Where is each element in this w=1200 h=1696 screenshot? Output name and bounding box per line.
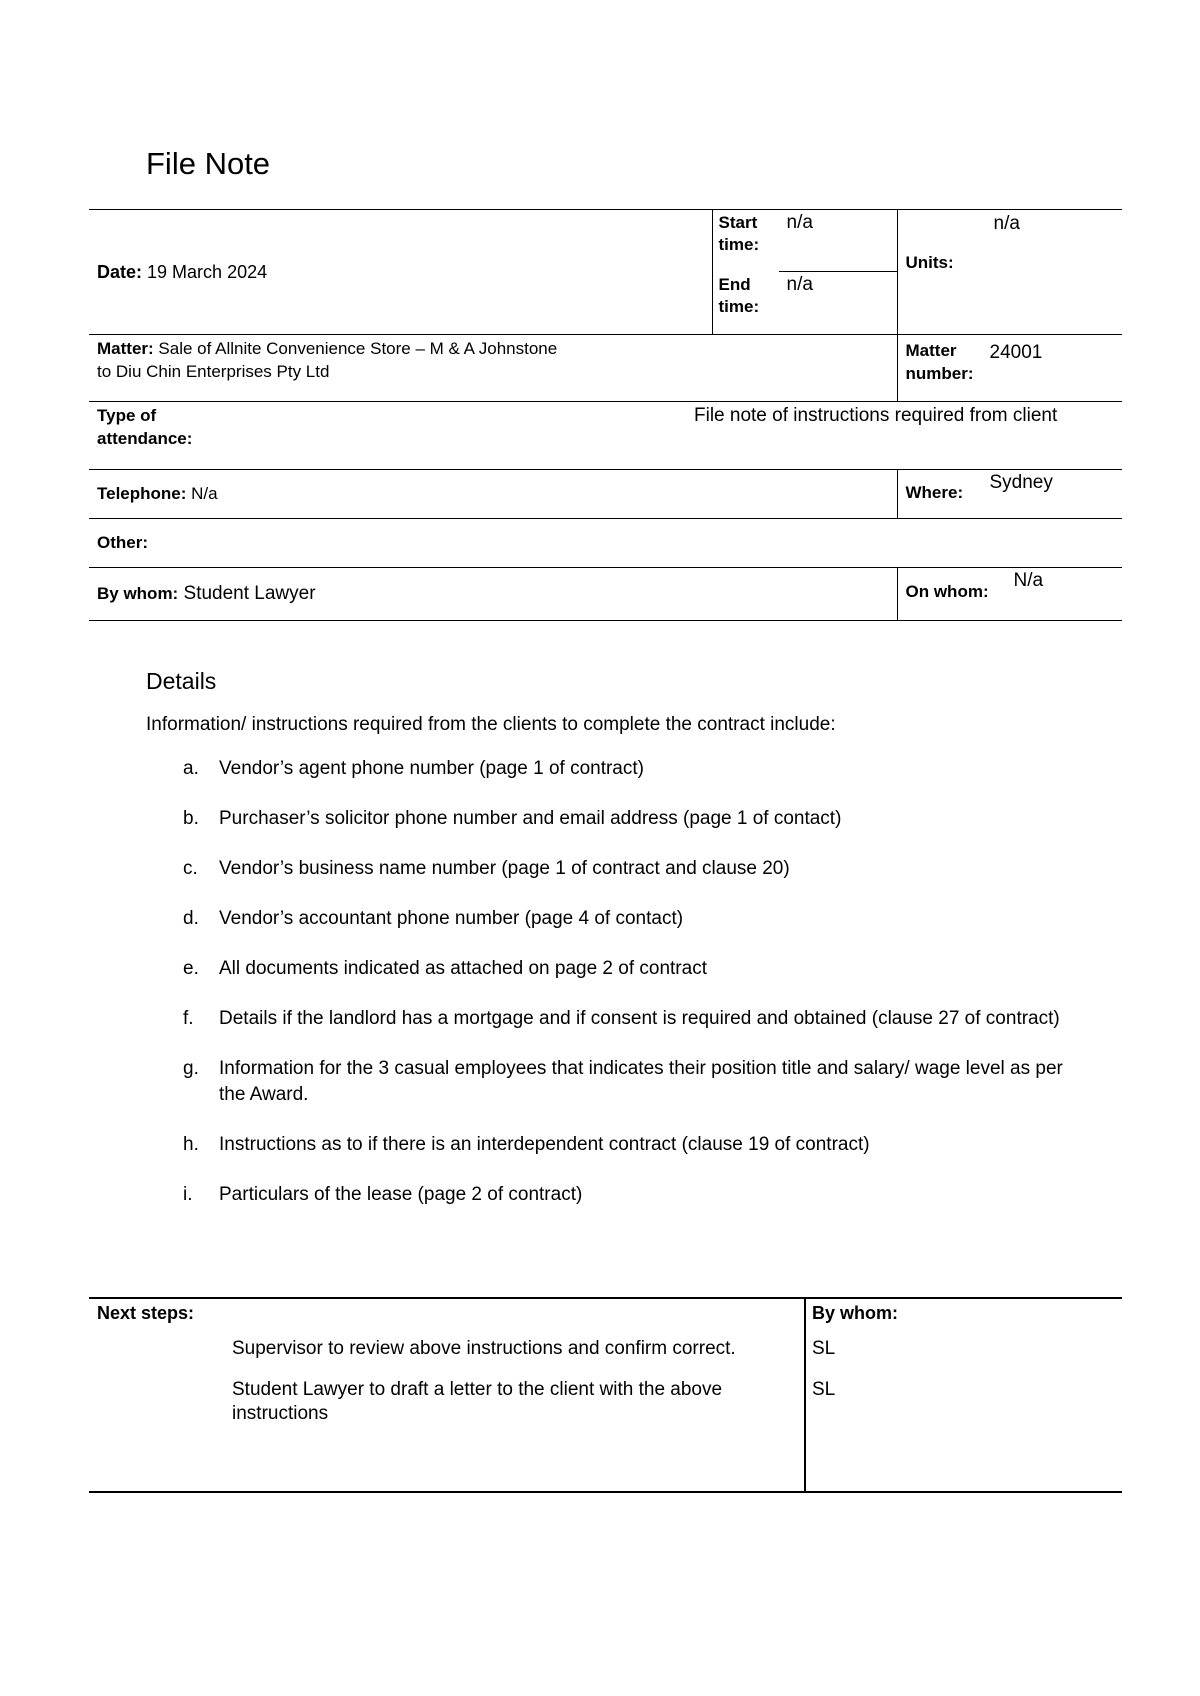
next-step-who: SL — [812, 1338, 836, 1359]
list-marker: e. — [183, 958, 199, 979]
list-item — [146, 756, 1066, 782]
where-value: Sydney — [989, 472, 1053, 493]
list-item — [146, 906, 1066, 932]
attendance-type-value: File note of instructions required from client — [694, 405, 1058, 426]
list-item — [146, 856, 1066, 882]
date-time-row — [89, 210, 1122, 335]
by-whom-label: By whom: — [97, 584, 179, 603]
matter-value: Sale of Allnite Convenience Store – M & A Johnstone — [158, 339, 558, 358]
list-item-text: Purchaser’s solicitor phone number and email address (page 1 of contact) — [219, 808, 842, 829]
start-time-label: Start time: — [718, 213, 760, 254]
list-item-text: Instructions as to if there is an interdependent contract (clause 19 of contract) — [219, 1134, 870, 1155]
other-row — [89, 519, 1122, 568]
list-item — [146, 1056, 1066, 1108]
attendance-cell — [89, 402, 1122, 470]
other-cell — [89, 519, 1122, 568]
next-step-item: Student Lawyer to draft a letter to the client with the above instructions — [232, 1379, 723, 1424]
matter-number-label: Matter number: — [905, 341, 974, 383]
list-marker: i. — [183, 1184, 193, 1205]
details-heading: Details — [146, 668, 217, 694]
end-time-label: End time: — [718, 275, 760, 316]
next-steps-column — [89, 1298, 805, 1492]
attendance-type-label: Type of attendance: — [97, 406, 193, 448]
units-cell — [897, 210, 1122, 335]
page-title: File Note — [146, 146, 271, 181]
date-value: 19 March 2024 — [147, 261, 268, 282]
list-marker: b. — [183, 808, 199, 829]
units-label: Units: — [905, 253, 954, 272]
next-step-item: Supervisor to review above instructions and confirm correct. — [232, 1338, 736, 1359]
next-steps-by-whom-heading: By whom: — [812, 1303, 899, 1323]
next-steps-table — [89, 1297, 1122, 1493]
attendance-row — [89, 402, 1122, 470]
telephone-value: N/a — [191, 484, 218, 503]
list-item-text: Vendor’s agent phone number (page 1 of contract) — [219, 758, 644, 779]
by-whom-row — [89, 568, 1122, 621]
next-step-who: SL — [812, 1379, 836, 1400]
list-item-text: Information for the 3 casual employees that indicates their position title and salary/ wage level as per the Award. — [219, 1058, 1063, 1105]
on-whom-value: N/a — [1013, 570, 1044, 591]
list-item — [146, 956, 1066, 982]
list-marker: h. — [183, 1134, 199, 1155]
end-time-value: n/a — [786, 274, 813, 295]
where-label: Where: — [905, 483, 964, 502]
file-note-header-table — [89, 209, 1122, 621]
list-item — [146, 806, 1066, 832]
list-marker: c. — [183, 858, 198, 879]
units-value: n/a — [993, 213, 1020, 234]
next-steps-heading: Next steps: — [97, 1303, 195, 1323]
list-item-text: Details if the landlord has a mortgage and if consent is required and obtained (clause 27 of contract) — [219, 1008, 1060, 1029]
list-marker: f. — [183, 1008, 194, 1029]
list-marker: d. — [183, 908, 199, 929]
list-item — [146, 1132, 1066, 1158]
time-cell — [712, 210, 897, 335]
date-cell — [89, 210, 712, 335]
matter-row — [89, 335, 1122, 402]
list-item-text: Vendor’s accountant phone number (page 4 of contact) — [219, 908, 684, 929]
by-whom-cell — [89, 568, 897, 621]
matter-cell — [89, 335, 897, 402]
details-list — [146, 756, 1066, 1232]
matter-number-cell — [897, 335, 1122, 402]
list-item-text: All documents indicated as attached on page 2 of contract — [219, 958, 707, 979]
list-item — [146, 1006, 1066, 1032]
list-marker: a. — [183, 758, 199, 779]
on-whom-label: On whom: — [905, 582, 989, 601]
list-marker: g. — [183, 1058, 199, 1079]
telephone-row — [89, 470, 1122, 519]
other-label: Other: — [97, 533, 148, 552]
telephone-label: Telephone: — [97, 484, 187, 503]
where-cell — [897, 470, 1122, 519]
on-whom-cell — [897, 568, 1122, 621]
telephone-cell — [89, 470, 897, 519]
matter-label: Matter: — [97, 339, 154, 358]
matter-value-line2: to Diu Chin Enterprises Pty Ltd — [97, 362, 330, 381]
list-item-text: Particulars of the lease (page 2 of contract) — [219, 1184, 583, 1205]
date-label: Date: — [97, 261, 143, 282]
details-intro: Information/ instructions required from the clients to complete the contract include: — [146, 714, 836, 735]
list-item — [146, 1182, 1066, 1208]
list-item-text: Vendor’s business name number (page 1 of contract and clause 20) — [219, 858, 790, 879]
start-time-value: n/a — [779, 210, 897, 272]
next-steps-by-whom-column — [805, 1298, 1122, 1492]
by-whom-value: Student Lawyer — [183, 583, 316, 604]
matter-number-value: 24001 — [989, 342, 1043, 363]
